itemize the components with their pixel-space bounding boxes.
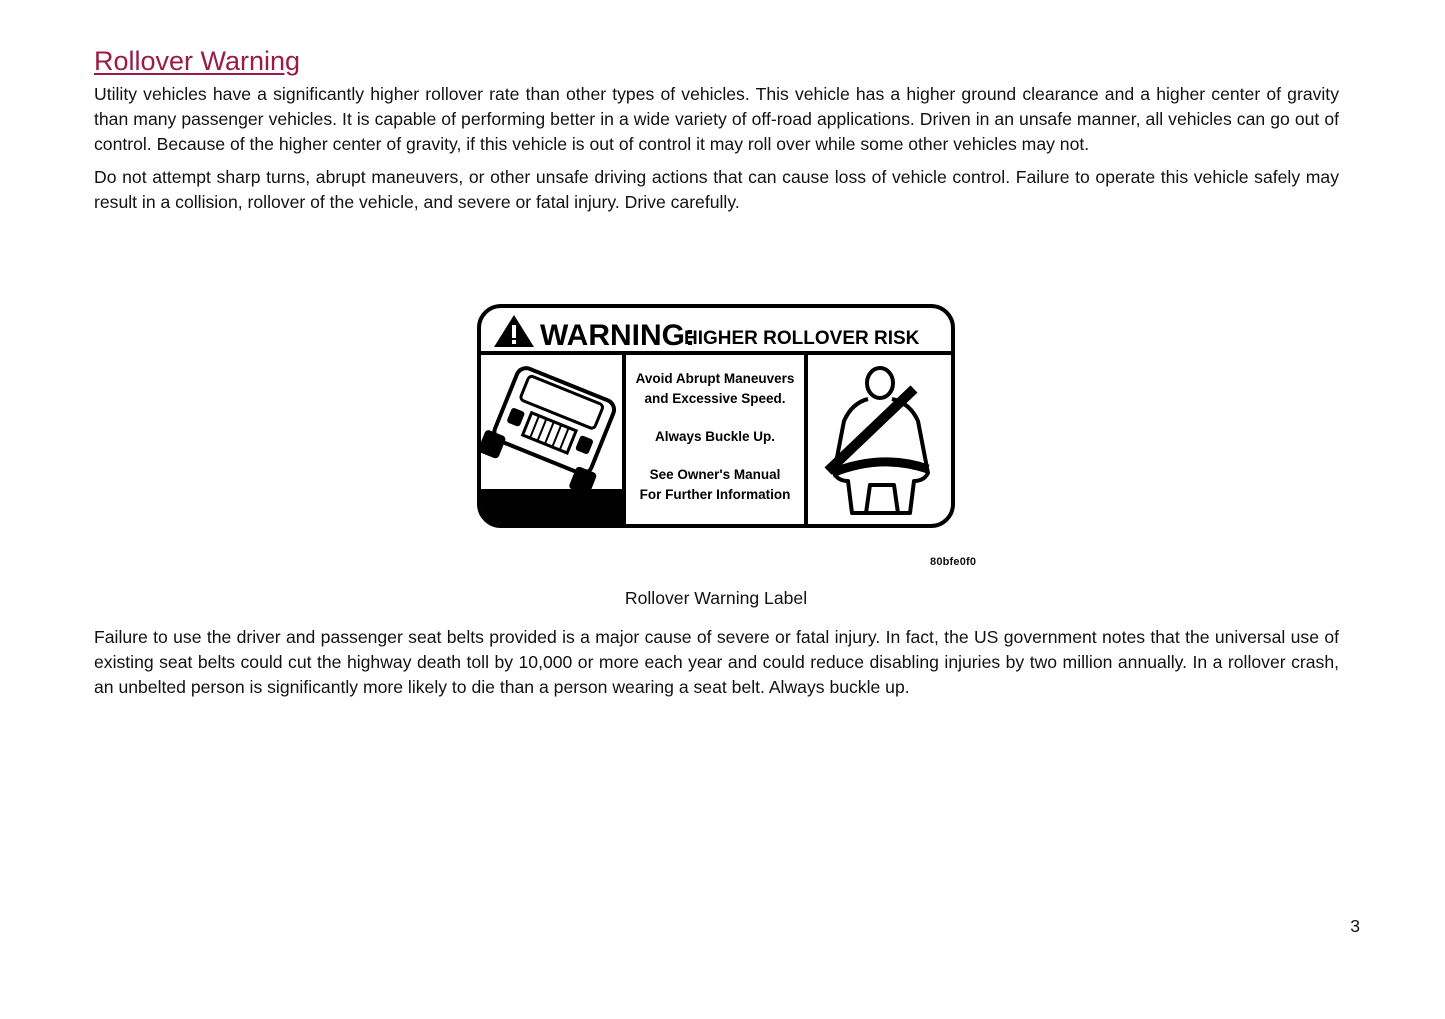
figure-caption: Rollover Warning Label	[624, 588, 808, 608]
label-line-avoid: Avoid Abrupt Maneuvers	[635, 371, 795, 386]
seatbelt-paragraph: Failure to use the driver and passenger seat belts provided is a major cause of severe or fatal injury. In fact, the US government notes that the universal use of existing seat belts could cut the highway death toll by 10,000 or more each year and could reduce disabling injuries by two million annually. In a rollover crash, an unbelted person is significantly more likely to die than a person wearing a seat belt. Always buckle up.	[94, 627, 1339, 697]
label-line-speed: and Excessive Speed.	[644, 391, 786, 406]
page-content	[94, 44, 1339, 223]
warning-word: WARNING:	[540, 319, 695, 352]
label-line-manual: See Owner's Manual	[649, 467, 781, 482]
rollover-paragraph-1: Utility vehicles have a significantly higher rollover rate than other types of vehicles. This vehicle has a higher ground clearance and a higher center of gravity than many passenger vehicles. It is capable of performing better in a wide variety of off-road applications. Driven in an unsafe manner, all vehicles can go out of control. Because of the higher center of gravity, if this vehicle is out of control it may roll over while some other vehicles may not.	[94, 84, 1339, 154]
figure-code: 80bfe0f0	[930, 556, 977, 568]
label-line-buckle: Always Buckle Up.	[654, 429, 776, 444]
warning-label-svg	[476, 303, 956, 529]
label-line-info: For Further Information	[639, 487, 791, 502]
page-number: 3	[1350, 916, 1360, 936]
rollover-paragraph-2: Do not attempt sharp turns, abrupt maneuvers, or other unsafe driving actions that can cause loss of vehicle control. Failure to operate this vehicle safely may result in a collision, rollover of the vehicle, and severe or fatal injury. Drive carefully.	[94, 167, 1339, 212]
section-title-link[interactable]: Rollover Warning	[94, 46, 301, 76]
warning-subtitle: HIGHER ROLLOVER RISK	[684, 328, 920, 349]
rollover-warning-label-figure	[476, 303, 986, 573]
